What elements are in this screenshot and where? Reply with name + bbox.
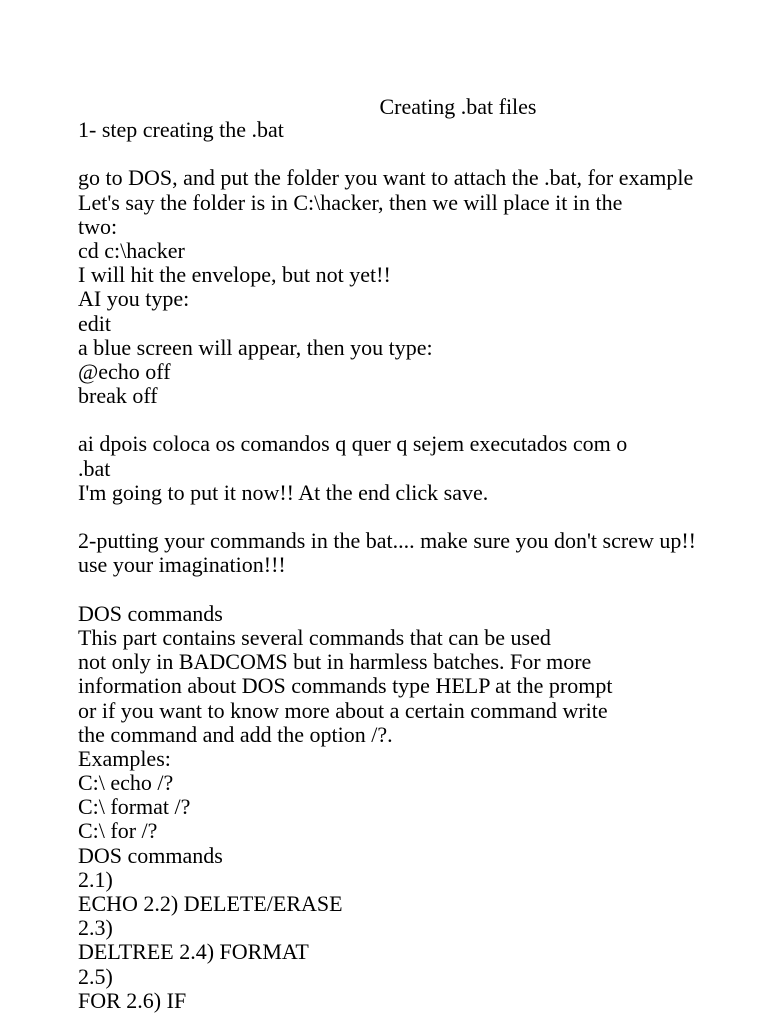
list-line: 2.1): [78, 866, 113, 892]
text-line: break off: [78, 383, 158, 409]
text-line: edit: [78, 310, 111, 336]
text-line: use your imagination!!!: [78, 552, 286, 578]
text-line: I'm going to put it now!! At the end click save.: [78, 479, 489, 505]
text-line: ai dpois coloca os comandos q quer q sejem executados com o: [78, 431, 628, 457]
section-heading: DOS commands: [78, 600, 223, 626]
text-line: cd c:\hacker: [78, 237, 185, 263]
text-line: a blue screen will appear, then you type:: [78, 334, 433, 360]
blank-line: [78, 505, 768, 529]
text-line: go to DOS, and put the folder you want to attach the .bat, for example: [78, 165, 694, 191]
list-line: FOR 2.6) IF: [78, 987, 187, 1013]
blank-line: [78, 408, 768, 432]
text-line: .bat: [78, 455, 111, 481]
example-line: C:\ for /?: [78, 818, 158, 844]
text-line: the command and add the option /?.: [78, 721, 393, 747]
text-line: I will hit the envelope, but not yet!!: [78, 262, 391, 288]
blank-line: [78, 142, 768, 166]
text-line: not only in BADCOMS but in harmless batches. For more: [78, 649, 592, 675]
text-line: information about DOS commands type HELP at the prompt: [78, 673, 613, 699]
text-line: AI you type:: [78, 286, 190, 312]
text-line: This part contains several commands that can be used: [78, 624, 551, 650]
text-line: or if you want to know more about a certain command write: [78, 697, 608, 723]
example-line: C:\ format /?: [78, 794, 191, 820]
document-title: Creating .bat files: [379, 94, 537, 119]
text-line: Let's say the folder is in C:\hacker, then we will place it in the: [78, 189, 623, 215]
list-line: ECHO 2.2) DELETE/ERASE: [78, 891, 343, 916]
text-line: two:: [78, 213, 118, 239]
list-line: 2.5): [78, 963, 113, 989]
list-line: DELTREE 2.4) FORMAT: [78, 939, 309, 965]
text-line: 2-putting your commands in the bat.... make sure you don't screw up!!: [78, 528, 696, 554]
list-line: 2.3): [78, 915, 113, 941]
section-heading: DOS commands: [78, 842, 223, 868]
example-line: C:\ echo /?: [78, 770, 174, 796]
document-body: [78, 118, 768, 1013]
text-line: 1- step creating the .bat: [78, 118, 284, 142]
text-line: @echo off: [78, 358, 171, 384]
blank-line: [78, 578, 768, 602]
text-line: Examples:: [78, 745, 171, 771]
